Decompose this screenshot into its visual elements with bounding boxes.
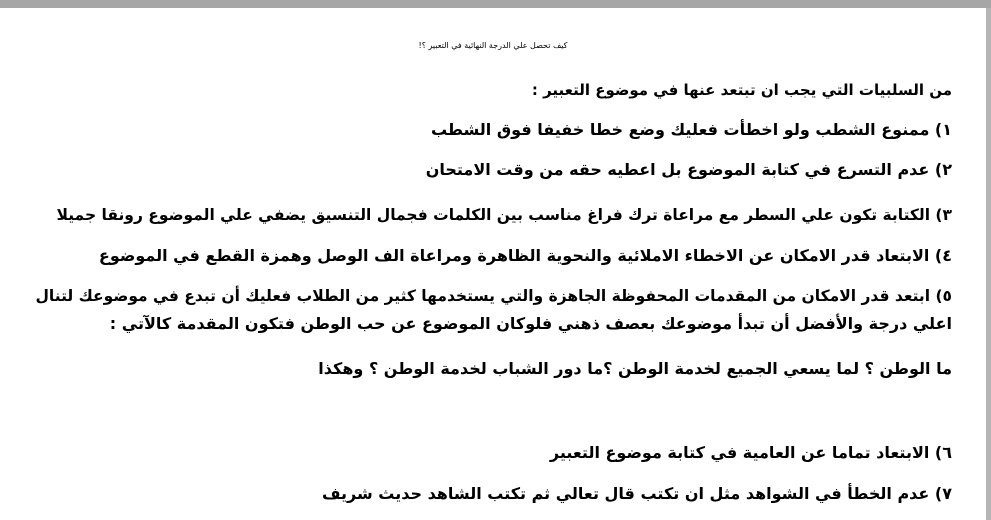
list-item: ٤) الابتعاد قدر الامكان عن الاخطاء الاملائية والنحوية الظاهرة ومراعاة الف الوصل وهمزة القطع في الموضوع xyxy=(98,246,952,265)
list-item: ٢) عدم التسرع في كتابة الموضوع بل اعطيه حقه من وقت الامتحان xyxy=(425,160,952,179)
list-item: ٦) الابتعاد تماما عن العامية في كتابة موضوع التعبير xyxy=(549,443,952,462)
vertical-scrollbar[interactable] xyxy=(986,8,991,520)
document-subtitle: من السلبيات التي يجب ان تبتعد عنها في موضوع التعبير : xyxy=(531,81,952,99)
list-item: ٧) عدم الخطأ في الشواهد مثل ان تكتب قال تعالي ثم تكتب الشاهد حديث شريف xyxy=(321,484,952,503)
window-top-bar xyxy=(0,0,991,8)
example-line: ما الوطن ؟ لما يسعي الجميع لخدمة الوطن ؟ما دور الشباب لخدمة الوطن ؟ وهكذا xyxy=(318,359,952,378)
list-item: ٣) الكتابة تكون علي السطر مع مراعاة ترك فراغ مناسب بين الكلمات فجمال التنسيق يضفي علي الموضوع رونقا جميلا xyxy=(56,206,952,224)
list-item: ٥) ابتعد قدر الامكان من المقدمات المحفوظة الجاهزة والتي يستخدمها كثير من الطلاب فعليك أن تبدع في موضوعك لتنال xyxy=(35,287,952,305)
document-page xyxy=(0,8,986,520)
document-title: كيف تحصل علي الدرجة النهائية في التعبير ؟! xyxy=(418,41,568,50)
list-item-continuation: اعلي درجة والأفضل أن تبدأ موضوعك بعصف ذهني فلوكان الموضوع عن حب الوطن فتكون المقدمة كالآتي : xyxy=(109,314,952,333)
list-item: ١) ممنوع الشطب ولو اخطأت فعليك وضع خطا خفيفا فوق الشطب xyxy=(430,120,952,139)
